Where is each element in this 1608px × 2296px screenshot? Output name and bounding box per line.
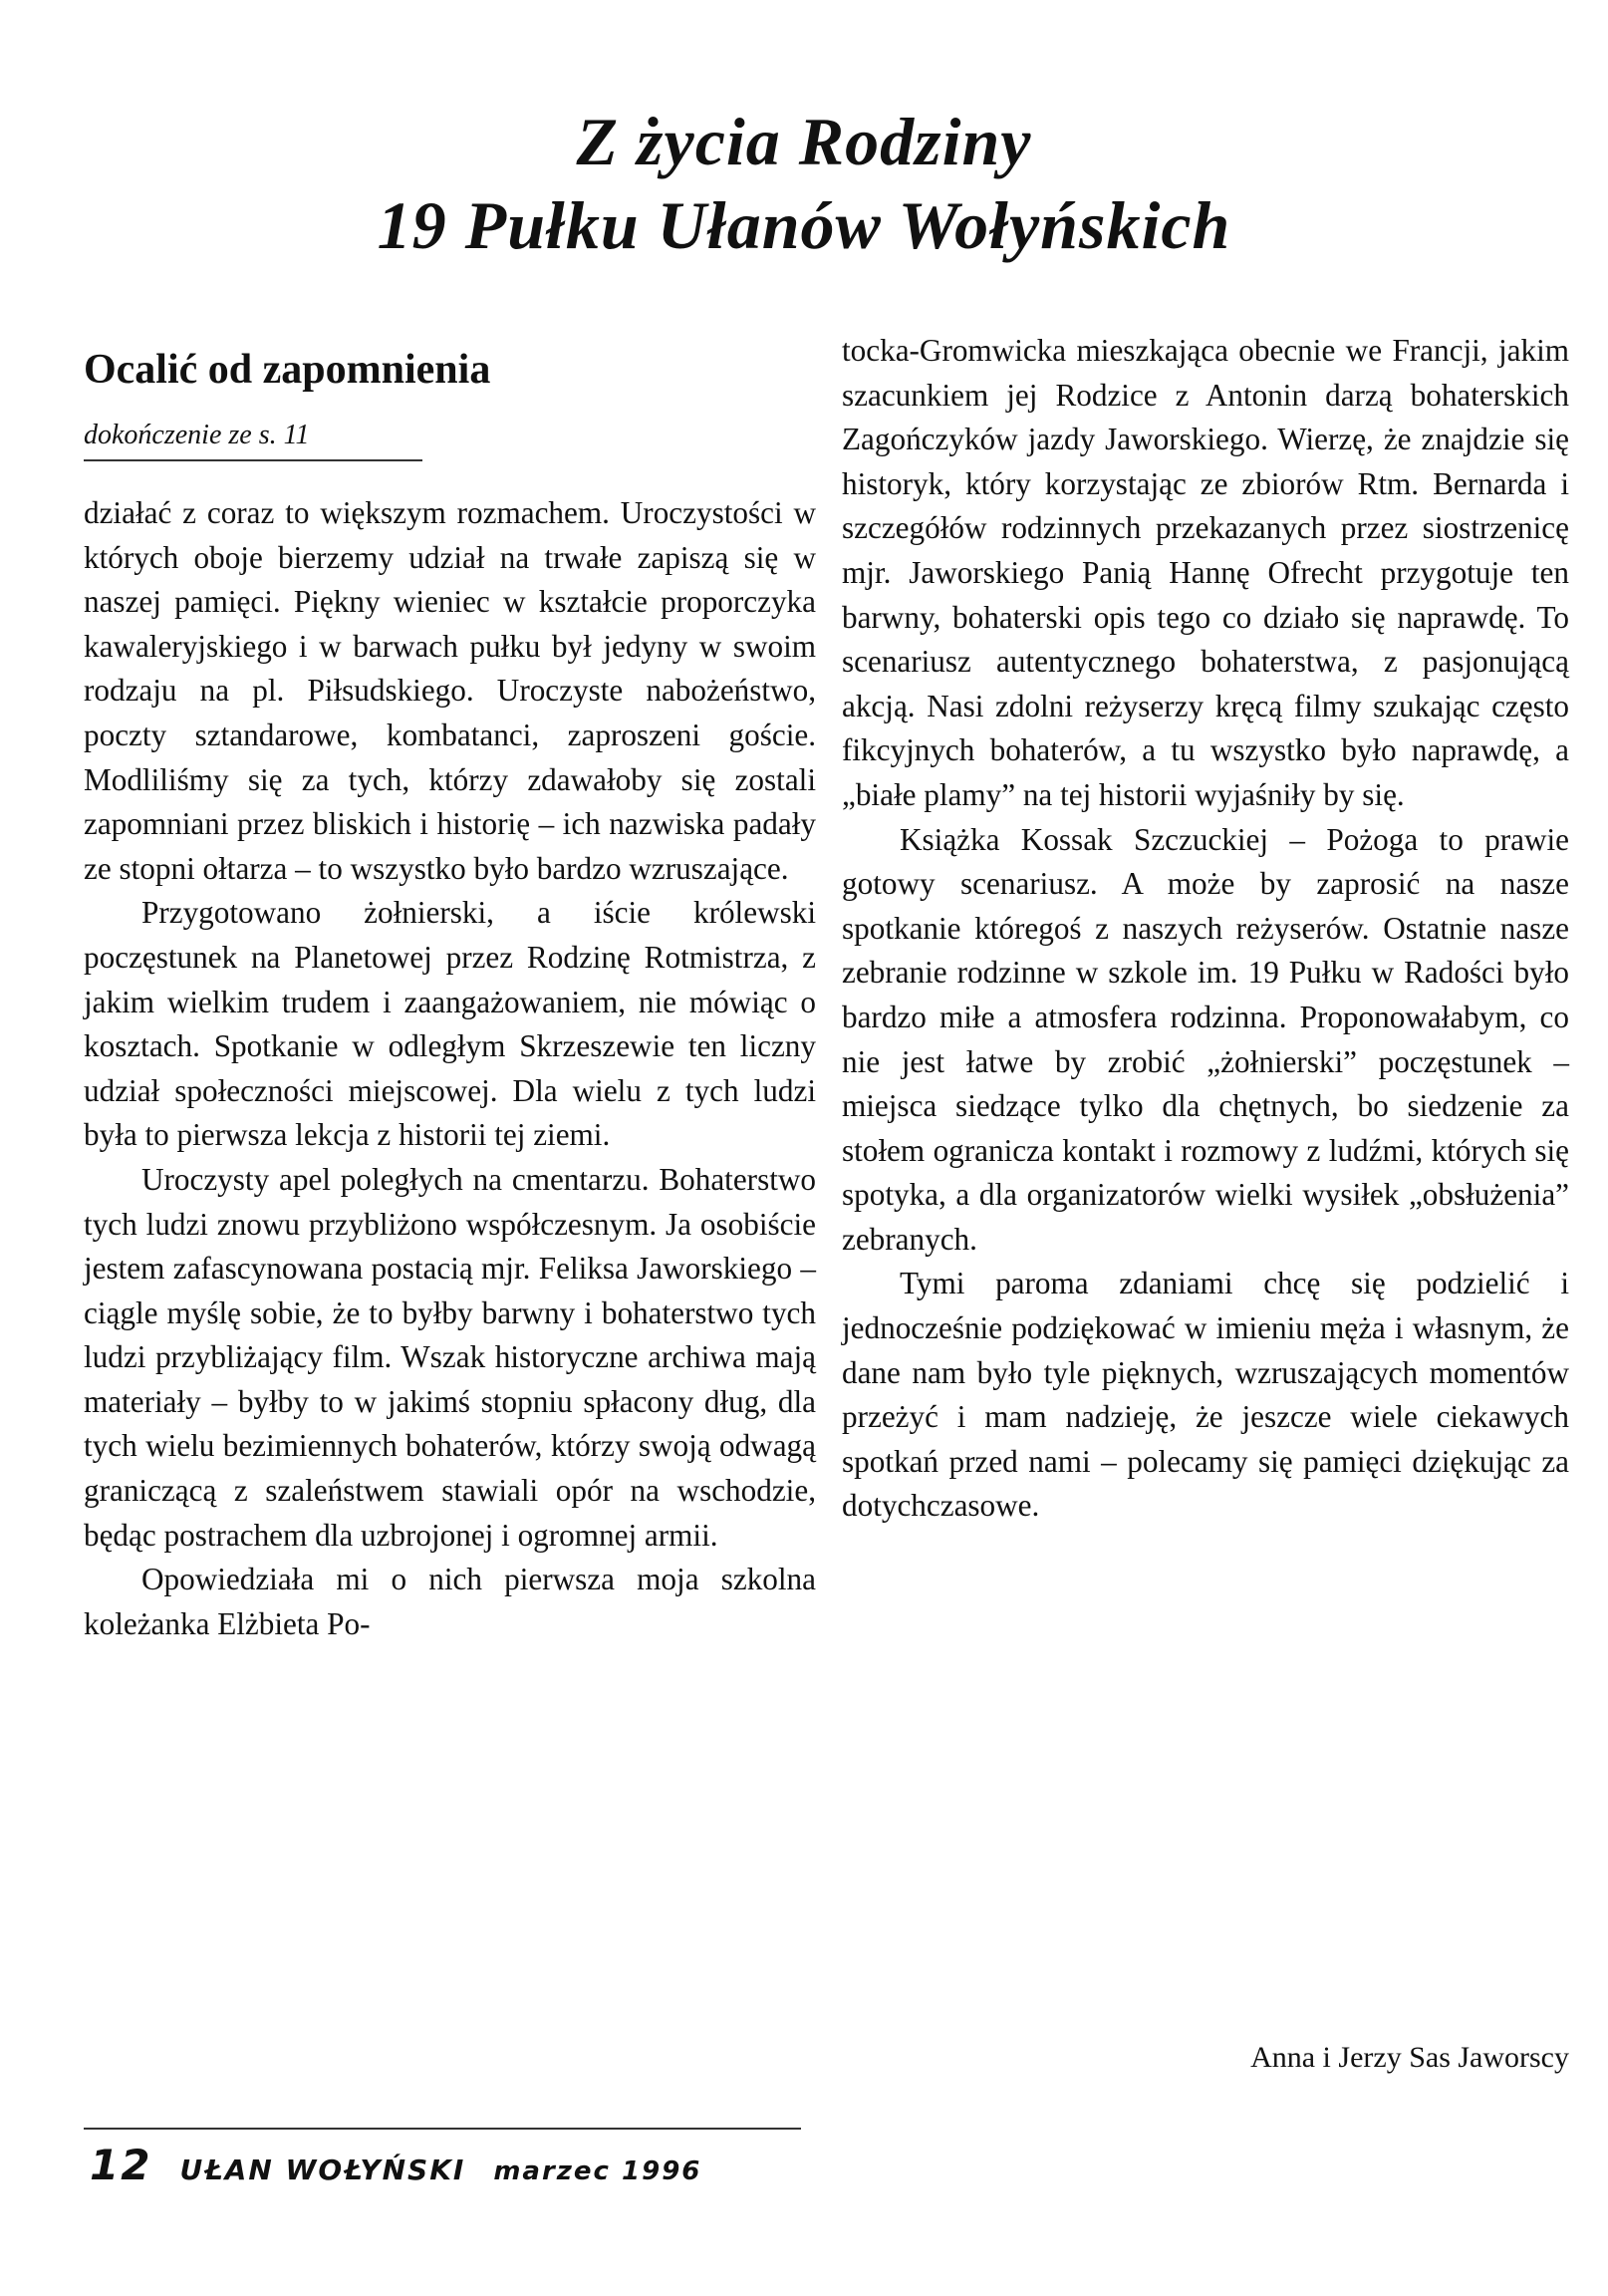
paragraph: Książka Kossak Szczuckiej – Pożoga to prawie gotowy scenariusz. A może by zaprosić na nasze spotkanie któregoś z naszych reżyserów. Ostatnie nasze zebranie rodzinne w szkole im. 19 Pułku w Radości było bardzo miłe a atmosfera rodzinna. Proponowałabym, co nie jest łatwe by zrobić „żołnierski” poczęstunek – miejsca siedzące tylko dla chętnych, bo siedzenie za stołem ogranicza kontakt i rozmowy z ludźmi, których się spotyka, a dla organizatorów wielki wysiłek „obsłużenia” zebranych.	[842, 821, 1569, 1257]
masthead-line-2: 19 Pułku Ułanów Wołyńskich	[377, 187, 1231, 263]
page-footer	[90, 2141, 701, 2200]
footer-divider	[84, 2128, 801, 2130]
paragraph: Tymi paroma zdaniami chcę się podzielić i jednocześnie podziękować w imieniu męża i własnym, że dane nam było tyle pięknych, wzruszających momentów przeżyć i mam nadzieję, że jeszcze wiele ciekawych spotkań przed nami – polecamy się pamięci dziękując za dotychczasowe.	[842, 1266, 1569, 1524]
article-title: Ocalić od zapomnienia	[84, 347, 491, 393]
right-column	[842, 329, 1569, 1529]
paragraph: tocka-Gromwicka mieszkająca obecnie we Francji, jakim szacunkiem jej Rodzice z Antonin darzą bohaterskich Zagończyków jazdy Jaworskiego. Wierzę, że znajdzie się historyk, który korzystając ze zbiorów Rtm. Bernarda i szczegółów rodzinnych przekazanych przez siostrzenicę mjr. Jaworskiego Panią Hannę Ofrecht przygotuje ten barwny, bohaterski opis tego co działo się naprawdę. To scenariusz autentycznego bohaterstwa, z pasjonującą akcją. Nasi zdolni reżyserzy kręcą filmy szukając często fikcyjnych bohaterów, a tu wszystko było naprawdę, a „białe plamy” na tej historii wyjaśniły by się.	[842, 333, 1569, 812]
masthead-line-1: Z życia Rodziny	[576, 104, 1032, 179]
paragraph: Przygotowano żołnierski, a iście królewski poczęstunek na Planetowej przez Rodzinę Rotmistrza, z jakim wielkim trudem i zaangażowaniem, nie mówiąc o kosztach. Spotkanie w odległym Skrzeszewie ten liczny udział społeczności miejscowej. Dla wielu z tych ludzi była to pierwsza lekcja z historii tej ziemi.	[84, 895, 816, 1153]
paragraph: działać z coraz to większym rozmachem. Uroczystości w których oboje bierzemy udział na trwałe zapiszą się w naszej pamięci. Piękny wieniec w kształcie proporczyka kawaleryjskiego i w barwach pułku był jedyny w swoim rodzaju na pl. Piłsudskiego. Uroczyste nabożeństwo, poczty sztandarowe, kombatanci, zaproszeni goście. Modliliśmy się za tych, którzy zdawałoby się zostali zapomniani przez bliskich i historię – ich nazwiska padały ze stopni ołtarza – to wszystko było bardzo wzruszające.	[84, 495, 816, 886]
paragraph: Uroczysty apel poległych na cmentarzu. Bohaterstwo tych ludzi znowu przybliżono współczesnym. Ja osobiście jestem zafascynowana postacią mjr. Feliksa Jaworskiego – ciągle myślę sobie, że to byłby barwny i bohaterstwo tych ludzi przybliżający film. Wszak historyczne archiwa mają materiały – byłby to w jakimś stopniu spłacony dług, dla tych wielu bezimiennych bohaterów, którzy swoją odwagą graniczącą z szaleństwem stawiali opór na wschodzie, będąc postrachem dla uzbrojonej i ogromnej armii.	[84, 1161, 816, 1553]
continued-note: dokończenie ze s. 11	[84, 418, 422, 461]
paragraph: Opowiedziała mi o nich pierwsza moja szkolna koleżanka Elżbieta Po-	[84, 1562, 816, 1641]
author-signature: Anna i Jerzy Sas Jaworscy	[1250, 2041, 1569, 2074]
masthead-title	[149, 100, 1459, 267]
magazine-name: UŁAN WOŁYŃSKI	[179, 2153, 466, 2186]
issue-date: marzec 1996	[493, 2156, 702, 2186]
page-number: 12	[90, 2141, 152, 2189]
left-column	[84, 334, 816, 1646]
